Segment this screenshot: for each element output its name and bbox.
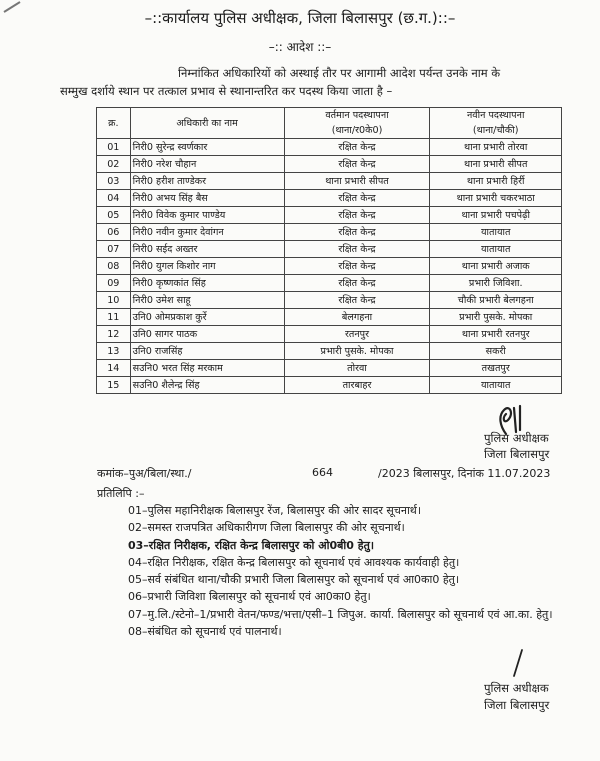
signatory-1-line2: जिला बिलासपुर — [484, 447, 550, 461]
row-sr: 01 — [97, 139, 131, 156]
header-officer-name: अधिकारी का नाम — [130, 108, 284, 139]
list-item: 08–संबंधित को सूचनार्थ एवं पालनार्थ। — [128, 625, 282, 639]
table-row — [97, 377, 562, 394]
copy-to-list — [128, 502, 568, 640]
row-new-posting: चौकी प्रभारी बेलगहना — [430, 292, 562, 309]
row-sr: 08 — [97, 258, 131, 275]
copy-to-label: प्रतिलिपि :– — [97, 487, 145, 500]
row-sr: 04 — [97, 190, 131, 207]
row-officer-name: निरी0 नवीन कुमार देवांगन — [130, 224, 284, 241]
intro-line-1: निम्नांकित अधिकारियों को अस्थाई तौर पर आगामी आदेश पर्यन्त उनके नाम के — [178, 66, 501, 80]
transfer-table — [96, 107, 562, 394]
row-officer-name: उनि0 राजसिंह — [130, 343, 284, 360]
transfer-table-body — [97, 139, 562, 394]
header-new-line2: (थाना/चौकी) — [472, 125, 519, 136]
row-officer-name: निरी0 सुरेन्द्र स्वर्णकार — [130, 139, 284, 156]
row-officer-name: निरी0 हरीश ताण्डेकर — [130, 173, 284, 190]
row-sr: 07 — [97, 241, 131, 258]
row-officer-name: निरी0 सईद अख्तर — [130, 241, 284, 258]
row-new-posting: यातायात — [430, 224, 562, 241]
signatory-2-line2: जिला बिलासपुर — [484, 698, 550, 712]
row-sr: 13 — [97, 343, 131, 360]
table-row — [97, 275, 562, 292]
row-current-posting: रक्षित केन्द्र — [284, 207, 430, 224]
list-item: 02–समस्त राजपत्रित अधिकारीगण जिला बिलासपुर की ओर सूचनार्थ। — [128, 521, 405, 535]
row-current-posting: बेलगहना — [284, 309, 430, 326]
row-officer-name: उनि0 ओमप्रकाश कुर्रे — [130, 309, 284, 326]
table-row — [97, 207, 562, 224]
row-officer-name: निरी0 अभय सिंह बैस — [130, 190, 284, 207]
row-new-posting: प्रभारी पुसके. मोपका — [430, 309, 562, 326]
row-sr: 15 — [97, 377, 131, 394]
header-current-line2: (थाना/र0के0) — [331, 125, 383, 136]
row-new-posting: थाना प्रभारी सीपत — [430, 156, 562, 173]
row-sr: 03 — [97, 173, 131, 190]
row-sr: 10 — [97, 292, 131, 309]
signatory-2-line1: पुलिस अधीक्षक — [484, 681, 549, 695]
table-row — [97, 173, 562, 190]
transfer-table-header — [97, 108, 562, 139]
list-item: 04–रक्षित निरीक्षक, रक्षित केन्द्र बिलासपुर को सूचनार्थ एवं आवश्यक कार्यवाही हेतु। — [128, 555, 460, 569]
row-sr: 09 — [97, 275, 131, 292]
row-current-posting: रक्षित केन्द्र — [284, 241, 430, 258]
row-new-posting: यातायात — [430, 377, 562, 394]
row-new-posting: थाना प्रभारी चकरभाठा — [430, 190, 562, 207]
row-officer-name: उनि0 सागर पाठक — [130, 326, 284, 343]
row-current-posting: तारबाहर — [284, 377, 430, 394]
row-sr: 02 — [97, 156, 131, 173]
row-current-posting: थाना प्रभारी सीपत — [284, 173, 430, 190]
row-new-posting: थाना प्रभारी अजाक — [430, 258, 562, 275]
header-sr: क्र. — [97, 108, 131, 139]
row-officer-name: निरी0 नरेश चौहान — [130, 156, 284, 173]
reference-number: 664 — [312, 466, 333, 479]
row-new-posting: थाना प्रभारी तोरवा — [430, 139, 562, 156]
table-row — [97, 139, 562, 156]
reference-date: /2023 बिलासपुर, दिनांक 11.07.2023 — [378, 467, 551, 480]
header-new-line1: नवीन पदस्थापना — [466, 110, 525, 121]
row-officer-name: सउनि0 शैलेन्द्र सिंह — [130, 377, 284, 394]
row-new-posting: थाना प्रभारी रतनपुर — [430, 326, 562, 343]
row-current-posting: रतनपुर — [284, 326, 430, 343]
table-row — [97, 224, 562, 241]
row-new-posting: थाना प्रभारी हिर्री — [430, 173, 562, 190]
row-current-posting: तोरवा — [284, 360, 430, 377]
row-new-posting: प्रभारी जिविशा. — [430, 275, 562, 292]
row-current-posting: रक्षित केन्द्र — [284, 292, 430, 309]
signature-mark-2 — [508, 648, 528, 678]
table-row — [97, 343, 562, 360]
row-current-posting: रक्षित केन्द्र — [284, 275, 430, 292]
row-new-posting: तखतपुर — [430, 360, 562, 377]
signatory-1-designation — [484, 430, 549, 462]
row-sr: 11 — [97, 309, 131, 326]
row-new-posting: सकरी — [430, 343, 562, 360]
table-row — [97, 156, 562, 173]
row-officer-name: निरी0 युगल किशोर नाग — [130, 258, 284, 275]
row-sr: 14 — [97, 360, 131, 377]
row-officer-name: निरी0 उमेश साहू — [130, 292, 284, 309]
row-current-posting: रक्षित केन्द्र — [284, 190, 430, 207]
order-title: –:: आदेश ::– — [268, 40, 332, 54]
table-row — [97, 360, 562, 377]
row-current-posting: रक्षित केन्द्र — [284, 224, 430, 241]
row-officer-name: सउनि0 भरत सिंह मरकाम — [130, 360, 284, 377]
list-item: 05–सर्व संबंधित थाना/चौकी प्रभारी जिला बिलासपुर को सूचनार्थ एवं आ0का0 हेतु। — [128, 573, 460, 587]
list-item: 03–रक्षित निरीक्षक, रक्षित केन्द्र बिलासपुर को ओ0बी0 हेतु। — [128, 538, 375, 552]
table-row — [97, 258, 562, 275]
row-current-posting: रक्षित केन्द्र — [284, 139, 430, 156]
list-item: 01–पुलिस महानिरीक्षक बिलासपुर रेंज, बिलासपुर की ओर सादर सूचनार्थ। — [128, 504, 422, 517]
list-item: 06–प्रभारी जिविशा बिलासपुर को सूचनार्थ एवं आ0का0 हेतु। — [128, 590, 371, 604]
signatory-1-line1: पुलिस अधीक्षक — [484, 431, 549, 445]
row-new-posting: यातायात — [430, 241, 562, 258]
row-current-posting: रक्षित केन्द्र — [284, 258, 430, 275]
header-new-posting — [430, 108, 562, 139]
table-row — [97, 241, 562, 258]
row-sr: 06 — [97, 224, 131, 241]
row-current-posting: प्रभारी पुसके. मोपका — [284, 343, 430, 360]
table-row — [97, 326, 562, 343]
row-new-posting: थाना प्रभारी पचपेढ़ी — [430, 207, 562, 224]
row-officer-name: निरी0 कृष्णकांत सिंह — [130, 275, 284, 292]
row-sr: 05 — [97, 207, 131, 224]
reference-number-prefix: कमांक–पुअ/बिला/स्था./ — [97, 467, 192, 480]
row-officer-name: निरी0 विवेक कुमार पाण्डेय — [130, 207, 284, 224]
header-current-line1: वर्तमान पदस्थापना — [325, 110, 389, 121]
office-title: –::कार्यालय पुलिस अधीक्षक, जिला बिलासपुर (छ.ग.)::– — [144, 9, 456, 27]
row-current-posting: रक्षित केन्द्र — [284, 156, 430, 173]
header-current-posting — [284, 108, 430, 139]
row-sr: 12 — [97, 326, 131, 343]
table-row — [97, 190, 562, 207]
intro-line-2: सम्मुख दर्शाये स्थान पर तत्काल प्रभाव से स्थानान्तरित कर पदस्थ किया जाता है – — [60, 84, 393, 98]
table-row — [97, 309, 562, 326]
signatory-2-designation — [484, 680, 549, 714]
table-row — [97, 292, 562, 309]
list-item: 07–मु.लि./स्टेनो–1/प्रभारी वेतन/फण्ड/भत्ता/एसी–1 जिपुअ. कार्या. बिलासपुर को सूचनार्थ एवं आ.का. हेतु। — [128, 607, 553, 621]
